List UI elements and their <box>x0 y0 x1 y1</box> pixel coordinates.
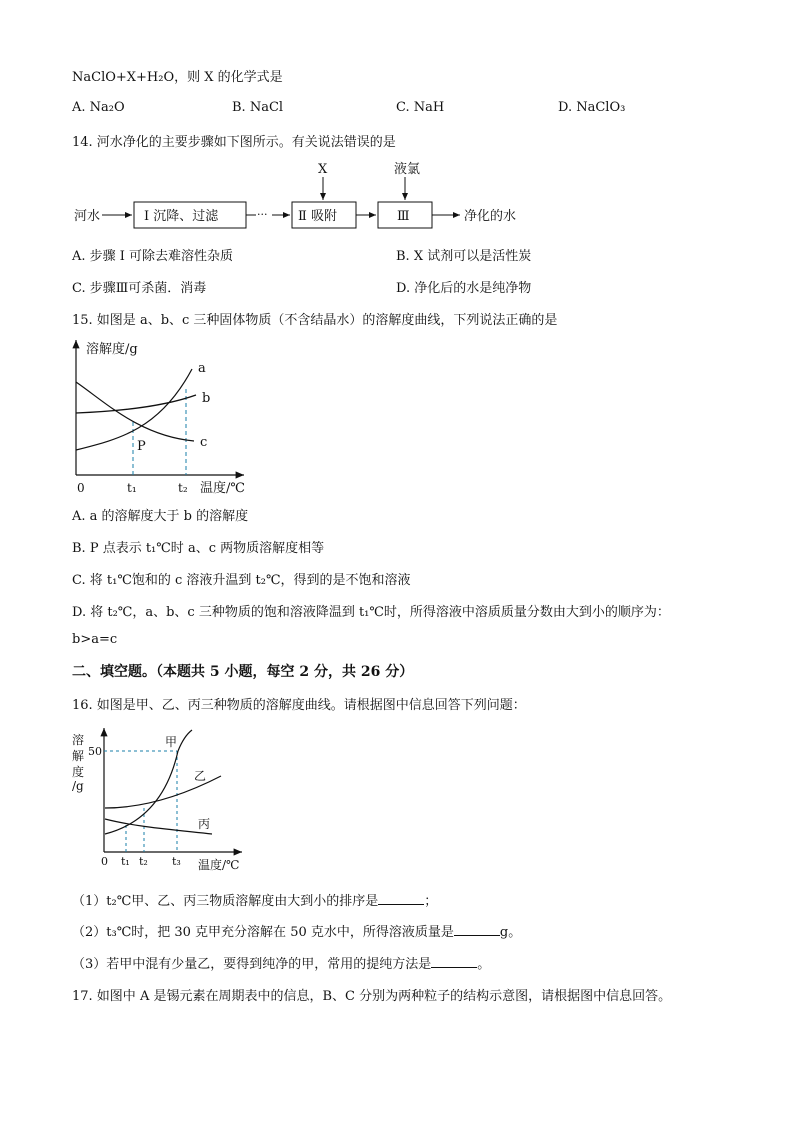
y-axis-label-char: 度 <box>72 765 85 779</box>
flow-step1-label: Ⅰ 沉降、过滤 <box>144 209 219 224</box>
q15-stem: 15. 如图是 a、b、c 三种固体物质（不含结晶水）的溶解度曲线，下列说法正确的是 <box>72 313 558 328</box>
curve-jia-label: 甲 <box>165 735 178 749</box>
flow-step2-label: Ⅱ 吸附 <box>298 209 337 224</box>
section-2-heading: 二、填空题。（本题共 5 小题，每空 2 分，共 26 分） <box>72 664 414 680</box>
q16-stem: 16. 如图是甲、乙、丙三种物质的溶解度曲线。请根据图中信息回答下列问题： <box>72 698 526 713</box>
y-axis-label: 溶解度/g <box>86 342 138 357</box>
q16-part2-end: g。 <box>499 925 522 940</box>
q14-option-b: B. X 试剂可以是活性炭 <box>396 249 532 264</box>
curve-a-label: a <box>198 361 206 376</box>
answer-blank[interactable] <box>431 955 477 968</box>
q14-option-d: D. 净化后的水是纯净物 <box>396 281 532 296</box>
q13-stem-tail: NaClO+X+H₂O，则 X 的化学式是 <box>72 70 283 85</box>
q16-part1 <box>72 890 437 909</box>
flow-input-label: 河水 <box>74 209 101 224</box>
flow-reagent-x: X <box>318 162 328 177</box>
q16-part1-text: （1）t₂℃甲、乙、丙三物质溶解度由大到小的排序是 <box>72 894 379 909</box>
x-axis-label: 温度/℃ <box>200 481 245 496</box>
tick-label-t1: t₁ <box>121 855 130 868</box>
y-axis-label-char: /g <box>72 779 84 793</box>
q16-part2-text: （2）t₃℃时，把 30 克甲充分溶解在 50 克水中，所得溶液质量是 <box>72 925 454 940</box>
curve-b-label: b <box>202 391 211 406</box>
curve-yi-label: 乙 <box>194 769 207 783</box>
q16-part2 <box>72 921 521 940</box>
q16-part1-end: ； <box>424 894 438 909</box>
tick-label-t3: t₃ <box>172 855 181 868</box>
solubility-chart-abc <box>60 334 270 502</box>
q13-option-c: C. NaH <box>396 100 445 115</box>
y-axis-label-char: 解 <box>72 749 85 763</box>
water-purification-flowchart <box>60 155 580 235</box>
tick-label-t1: t₁ <box>127 481 137 495</box>
q16-part3-text: （3）若甲中混有少量乙，要得到纯净的甲，常用的提纯方法是 <box>72 957 432 972</box>
origin-label: 0 <box>77 481 85 495</box>
curve-jia <box>105 730 192 834</box>
curve-bing-label: 丙 <box>198 817 211 831</box>
q16-part3 <box>72 953 490 972</box>
tick-label-t2: t₂ <box>139 855 148 868</box>
q14-option-c: C. 步骤Ⅲ可杀菌．消毒 <box>72 281 207 296</box>
tick-label-50: 50 <box>88 745 102 758</box>
q13-option-a: A. Na₂O <box>72 100 125 115</box>
flow-dots: ··· <box>257 208 268 221</box>
q16-part3-end: 。 <box>477 957 491 972</box>
y-axis-label-char: 溶 <box>72 733 85 747</box>
solubility-chart-jia-yi-bing <box>66 724 256 876</box>
q15-option-a: A. a 的溶解度大于 b 的溶解度 <box>72 509 249 524</box>
q15-option-b: B. P 点表示 t₁℃时 a、c 两物质溶解度相等 <box>72 541 325 556</box>
flow-step3-label: Ⅲ <box>397 209 410 224</box>
q14-option-a: A. 步骤 Ⅰ 可除去难溶性杂质 <box>72 249 234 264</box>
q14-stem: 14. 河水净化的主要步骤如下图所示。有关说法错误的是 <box>72 135 396 150</box>
q15-option-d-cont: b>a=c <box>72 632 118 647</box>
q15-option-d: D. 将 t₂℃，a、b、c 三种物质的饱和溶液降温到 t₁℃时，所得溶液中溶质质量分数由大到小的顺序为： <box>72 605 670 620</box>
q15-option-c: C. 将 t₁℃饱和的 c 溶液升温到 t₂℃，得到的是不饱和溶液 <box>72 573 411 588</box>
x-axis-label: 温度/℃ <box>198 858 240 872</box>
point-p-label: P <box>137 439 146 454</box>
tick-label-t2: t₂ <box>178 481 188 495</box>
flow-reagent-cl: 液氯 <box>394 162 421 177</box>
curve-b <box>76 395 196 413</box>
answer-blank[interactable] <box>454 923 500 936</box>
flow-output-label: 净化的水 <box>464 209 517 224</box>
curve-c-label: c <box>200 435 208 450</box>
q13-option-b: B. NaCl <box>232 100 284 115</box>
answer-blank[interactable] <box>378 892 424 905</box>
curve-bing <box>105 819 212 834</box>
q13-option-d: D. NaClO₃ <box>558 100 626 115</box>
q17-stem: 17. 如图中 A 是锡元素在周期表中的信息，B、C 分别为两种粒子的结构示意图，请根据图中信息回答。 <box>72 989 672 1004</box>
origin-label: 0 <box>101 855 108 868</box>
